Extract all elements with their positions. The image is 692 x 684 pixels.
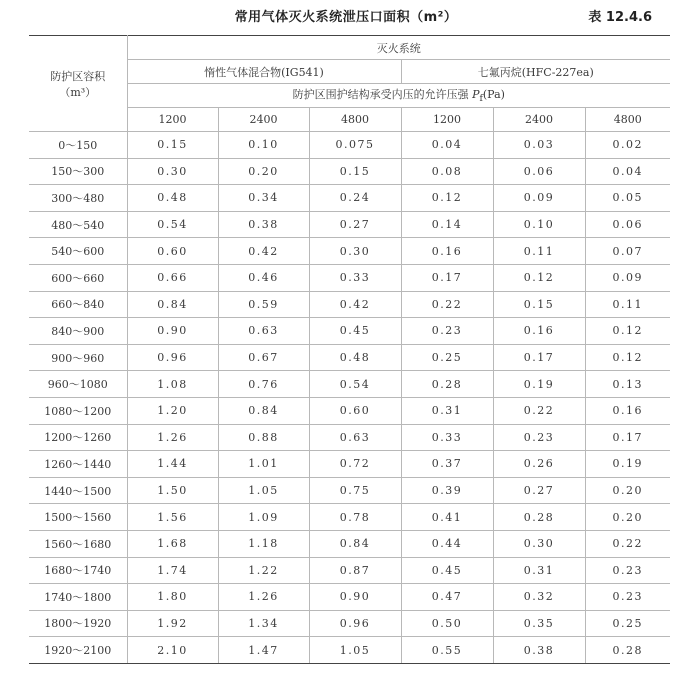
area-value-cell: 1.09 <box>218 504 309 531</box>
area-value-cell: 1.92 <box>127 610 218 637</box>
volume-range-cell: 150～300 <box>29 158 127 185</box>
area-value-cell: 0.60 <box>309 397 401 424</box>
area-value-cell: 0.37 <box>401 451 493 478</box>
table-row <box>29 211 670 238</box>
pressure-unit: (Pa) <box>482 88 505 102</box>
area-value-cell: 0.10 <box>493 211 585 238</box>
table-row <box>29 584 670 611</box>
area-value-cell: 0.28 <box>585 637 670 664</box>
area-value-cell: 0.12 <box>401 185 493 212</box>
area-value-cell: 0.30 <box>493 530 585 557</box>
area-value-cell: 0.23 <box>585 584 670 611</box>
area-value-cell: 1.20 <box>127 397 218 424</box>
data-table <box>29 35 670 664</box>
area-value-cell: 0.72 <box>309 451 401 478</box>
table-row <box>29 557 670 584</box>
volume-range-cell: 1200～1260 <box>29 424 127 451</box>
volume-range-cell: 1920～2100 <box>29 637 127 664</box>
volume-range-cell: 540～600 <box>29 238 127 265</box>
volume-range-cell: 1440～1500 <box>29 477 127 504</box>
volume-range-cell: 1260～1440 <box>29 451 127 478</box>
table-title: 常用气体灭火系统泄压口面积（m²） <box>234 10 458 25</box>
header-row-system <box>29 36 670 60</box>
area-value-cell: 1.80 <box>127 584 218 611</box>
volume-header-unit: （m³） <box>59 85 97 99</box>
volume-header-cell <box>29 36 127 132</box>
area-value-cell: 0.32 <box>493 584 585 611</box>
area-value-cell: 0.20 <box>585 477 670 504</box>
area-value-cell: 0.19 <box>585 451 670 478</box>
area-value-cell: 0.31 <box>493 557 585 584</box>
area-value-cell: 0.38 <box>493 637 585 664</box>
area-value-cell: 0.84 <box>218 397 309 424</box>
area-value-cell: 0.47 <box>401 584 493 611</box>
area-value-cell: 0.45 <box>309 318 401 345</box>
area-value-cell: 0.39 <box>401 477 493 504</box>
table-row <box>29 637 670 664</box>
area-value-cell: 0.05 <box>585 185 670 212</box>
area-value-cell: 0.15 <box>309 158 401 185</box>
area-value-cell: 0.35 <box>493 610 585 637</box>
area-value-cell: 2.10 <box>127 637 218 664</box>
area-value-cell: 0.90 <box>127 318 218 345</box>
area-value-cell: 0.67 <box>218 344 309 371</box>
area-value-cell: 0.07 <box>585 238 670 265</box>
area-value-cell: 0.46 <box>218 264 309 291</box>
area-value-cell: 0.20 <box>585 504 670 531</box>
table-row <box>29 238 670 265</box>
area-value-cell: 0.25 <box>401 344 493 371</box>
area-value-cell: 0.25 <box>585 610 670 637</box>
area-value-cell: 0.54 <box>127 211 218 238</box>
table-row <box>29 344 670 371</box>
area-value-cell: 0.78 <box>309 504 401 531</box>
area-value-cell: 0.20 <box>218 158 309 185</box>
pressure-value-header: 1200 <box>127 108 218 132</box>
area-value-cell: 0.87 <box>309 557 401 584</box>
area-value-cell: 0.17 <box>493 344 585 371</box>
area-value-cell: 0.12 <box>585 344 670 371</box>
volume-range-cell: 840～900 <box>29 318 127 345</box>
agent-header-ig541: 惰性气体混合物(IG541) <box>127 60 401 84</box>
area-value-cell: 0.26 <box>493 451 585 478</box>
area-value-cell: 0.06 <box>585 211 670 238</box>
area-value-cell: 1.05 <box>309 637 401 664</box>
table-row <box>29 185 670 212</box>
volume-range-cell: 900～960 <box>29 344 127 371</box>
pressure-value-header: 4800 <box>585 108 670 132</box>
area-value-cell: 0.30 <box>127 158 218 185</box>
volume-range-cell: 1500～1560 <box>29 504 127 531</box>
area-value-cell: 0.16 <box>493 318 585 345</box>
area-value-cell: 0.75 <box>309 477 401 504</box>
area-value-cell: 0.42 <box>309 291 401 318</box>
table-row <box>29 291 670 318</box>
area-value-cell: 0.19 <box>493 371 585 398</box>
table-row <box>29 158 670 185</box>
volume-range-cell: 1740～1800 <box>29 584 127 611</box>
area-value-cell: 0.22 <box>401 291 493 318</box>
area-value-cell: 0.63 <box>309 424 401 451</box>
area-value-cell: 0.11 <box>493 238 585 265</box>
area-value-cell: 0.17 <box>585 424 670 451</box>
area-value-cell: 1.08 <box>127 371 218 398</box>
area-value-cell: 0.04 <box>585 158 670 185</box>
pressure-header <box>127 84 670 108</box>
area-value-cell: 0.16 <box>401 238 493 265</box>
area-value-cell: 1.44 <box>127 451 218 478</box>
area-value-cell: 1.56 <box>127 504 218 531</box>
area-value-cell: 1.22 <box>218 557 309 584</box>
area-value-cell: 0.33 <box>309 264 401 291</box>
table-row <box>29 371 670 398</box>
area-value-cell: 0.63 <box>218 318 309 345</box>
area-value-cell: 0.10 <box>218 132 309 159</box>
volume-range-cell: 1560～1680 <box>29 530 127 557</box>
pressure-subscript: f <box>479 93 483 105</box>
area-value-cell: 0.23 <box>493 424 585 451</box>
pressure-symbol: P <box>472 88 480 102</box>
system-header: 灭火系统 <box>127 36 670 60</box>
area-value-cell: 0.54 <box>309 371 401 398</box>
area-value-cell: 0.76 <box>218 371 309 398</box>
area-value-cell: 0.11 <box>585 291 670 318</box>
area-value-cell: 0.22 <box>493 397 585 424</box>
table-row <box>29 477 670 504</box>
area-value-cell: 0.04 <box>401 132 493 159</box>
area-value-cell: 1.74 <box>127 557 218 584</box>
area-value-cell: 1.26 <box>127 424 218 451</box>
area-value-cell: 0.09 <box>493 185 585 212</box>
volume-range-cell: 1080～1200 <box>29 397 127 424</box>
area-value-cell: 0.14 <box>401 211 493 238</box>
table-row <box>29 504 670 531</box>
area-value-cell: 1.01 <box>218 451 309 478</box>
area-value-cell: 0.17 <box>401 264 493 291</box>
area-value-cell: 0.88 <box>218 424 309 451</box>
area-value-cell: 0.06 <box>493 158 585 185</box>
area-value-cell: 0.41 <box>401 504 493 531</box>
area-value-cell: 0.48 <box>309 344 401 371</box>
area-value-cell: 0.08 <box>401 158 493 185</box>
area-value-cell: 0.02 <box>585 132 670 159</box>
volume-range-cell: 1800～1920 <box>29 610 127 637</box>
area-value-cell: 0.13 <box>585 371 670 398</box>
area-value-cell: 0.84 <box>127 291 218 318</box>
table-number: 表 12.4.6 <box>588 10 652 25</box>
table-row <box>29 610 670 637</box>
area-value-cell: 0.34 <box>218 185 309 212</box>
area-value-cell: 0.28 <box>401 371 493 398</box>
volume-range-cell: 660～840 <box>29 291 127 318</box>
area-value-cell: 1.47 <box>218 637 309 664</box>
table-row <box>29 451 670 478</box>
area-value-cell: 0.12 <box>585 318 670 345</box>
area-value-cell: 1.34 <box>218 610 309 637</box>
area-value-cell: 0.55 <box>401 637 493 664</box>
pressure-value-header: 4800 <box>309 108 401 132</box>
area-value-cell: 0.44 <box>401 530 493 557</box>
area-value-cell: 0.96 <box>309 610 401 637</box>
volume-range-cell: 1680～1740 <box>29 557 127 584</box>
area-value-cell: 0.12 <box>493 264 585 291</box>
area-value-cell: 0.15 <box>493 291 585 318</box>
area-value-cell: 0.60 <box>127 238 218 265</box>
area-value-cell: 0.42 <box>218 238 309 265</box>
area-value-cell: 0.33 <box>401 424 493 451</box>
area-value-cell: 0.27 <box>309 211 401 238</box>
area-value-cell: 0.48 <box>127 185 218 212</box>
area-value-cell: 1.50 <box>127 477 218 504</box>
volume-range-cell: 960～1080 <box>29 371 127 398</box>
area-value-cell: 0.15 <box>127 132 218 159</box>
area-value-cell: 0.23 <box>585 557 670 584</box>
area-value-cell: 0.09 <box>585 264 670 291</box>
area-value-cell: 0.66 <box>127 264 218 291</box>
area-value-cell: 0.50 <box>401 610 493 637</box>
area-value-cell: 1.18 <box>218 530 309 557</box>
pressure-header-label: 防护区围护结构承受内压的允许压强 <box>292 88 473 102</box>
area-value-cell: 0.30 <box>309 238 401 265</box>
pressure-value-header: 2400 <box>218 108 309 132</box>
area-value-cell: 0.38 <box>218 211 309 238</box>
area-value-cell: 0.45 <box>401 557 493 584</box>
area-value-cell: 0.59 <box>218 291 309 318</box>
area-value-cell: 0.24 <box>309 185 401 212</box>
table-row <box>29 397 670 424</box>
area-value-cell: 1.05 <box>218 477 309 504</box>
volume-range-cell: 600～660 <box>29 264 127 291</box>
area-value-cell: 0.23 <box>401 318 493 345</box>
pressure-value-header: 1200 <box>401 108 493 132</box>
area-value-cell: 1.26 <box>218 584 309 611</box>
area-value-cell: 0.075 <box>309 132 401 159</box>
table-row <box>29 132 670 159</box>
area-value-cell: 0.28 <box>493 504 585 531</box>
area-value-cell: 0.84 <box>309 530 401 557</box>
volume-header-label: 防护区容积 <box>50 69 106 83</box>
volume-range-cell: 300～480 <box>29 185 127 212</box>
pressure-value-header: 2400 <box>493 108 585 132</box>
volume-range-cell: 480～540 <box>29 211 127 238</box>
table-row <box>29 424 670 451</box>
area-value-cell: 0.27 <box>493 477 585 504</box>
agent-header-hfc227ea: 七氟丙烷(HFC-227ea) <box>401 60 670 84</box>
table-row <box>29 530 670 557</box>
area-value-cell: 0.03 <box>493 132 585 159</box>
area-value-cell: 0.16 <box>585 397 670 424</box>
table-body <box>29 36 670 664</box>
volume-range-cell: 0～150 <box>29 132 127 159</box>
table-row <box>29 318 670 345</box>
area-value-cell: 1.68 <box>127 530 218 557</box>
area-value-cell: 0.96 <box>127 344 218 371</box>
table-row <box>29 264 670 291</box>
area-value-cell: 0.22 <box>585 530 670 557</box>
area-value-cell: 0.90 <box>309 584 401 611</box>
area-value-cell: 0.31 <box>401 397 493 424</box>
